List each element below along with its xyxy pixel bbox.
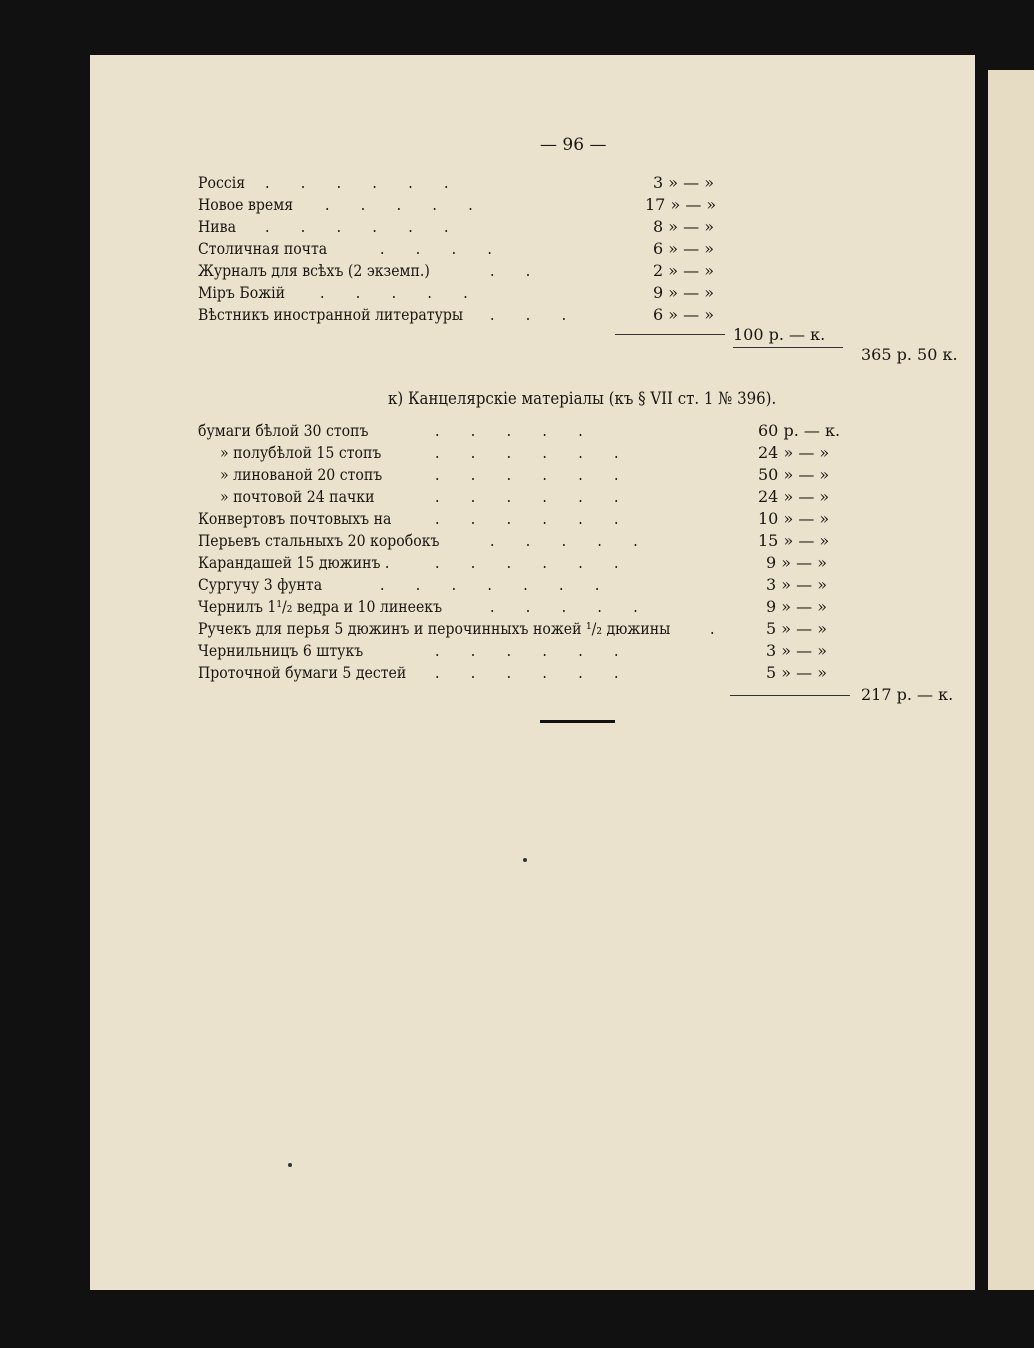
subtotal-underline (733, 347, 843, 348)
list-item-amount: 50 » — » (758, 465, 830, 484)
leader-dots: . . . . (380, 239, 492, 258)
list-item-title: Новое время (198, 195, 294, 214)
list-item-amount: 6 » — » (653, 239, 715, 258)
page-number: — 96 — (540, 135, 607, 155)
list-item-title: Нива (198, 217, 236, 236)
leader-dots: . . . . . (435, 421, 583, 440)
leader-dots: . . . . . . . (380, 575, 600, 594)
paper-speck (288, 1163, 292, 1167)
list-item-amount: 9 » — » (653, 283, 715, 302)
list-item-amount: 24 » — » (758, 443, 830, 462)
periodicals-subtotal: 100 р. — к. (733, 325, 826, 344)
supplies-total: 217 р. — к. (861, 685, 954, 704)
list-item-title: бумаги бѣлой 30 стопъ (198, 421, 369, 440)
leader-dots: . . . . . . (435, 641, 619, 660)
list-item-title: Чернилъ 1¹/₂ ведра и 10 линеекъ (198, 597, 443, 616)
list-item-amount: 10 » — » (758, 509, 830, 528)
leader-dots: . (710, 619, 715, 638)
list-item-title: Журналъ для всѣхъ (2 экземп.) (198, 261, 430, 280)
leader-dots: . . . . . . (435, 465, 619, 484)
list-item-title: Проточной бумаги 5 дестей (198, 663, 407, 682)
list-item-title: » полубѣлой 15 стопъ (220, 443, 382, 462)
adjacent-page-edge (988, 70, 1034, 1290)
document-page (90, 55, 975, 1290)
leader-dots: . . . . . . (435, 553, 619, 572)
list-item-title: Россія (198, 173, 246, 192)
list-item-amount: 3 » — » (653, 173, 715, 192)
leader-dots: . . . . . . (435, 509, 619, 528)
leader-dots: . . . . . (490, 597, 638, 616)
leader-dots: . . . . . . (435, 487, 619, 506)
list-item-amount: 2 » — » (653, 261, 715, 280)
list-item-amount: 9 » — » (766, 597, 828, 616)
list-item-title: » линованой 20 стопъ (220, 465, 383, 484)
subtotal-rule (615, 334, 725, 335)
list-item-title: » почтовой 24 пачки (220, 487, 375, 506)
list-item-amount: 60 р. — к. (758, 421, 841, 440)
list-item-title: Карандашей 15 дюжинъ . (198, 553, 390, 572)
list-item-amount: 24 » — » (758, 487, 830, 506)
leader-dots: . . . . . (325, 195, 473, 214)
list-item-amount: 6 » — » (653, 305, 715, 324)
list-item-title: Сургучу 3 фунта (198, 575, 323, 594)
list-item-amount: 17 » — » (645, 195, 717, 214)
list-item-amount: 9 » — » (766, 553, 828, 572)
list-item-title: Ручекъ для перья 5 дюжинъ и перочинныхъ ножей ¹/₂ дюжины (198, 619, 671, 638)
list-item-amount: 5 » — » (766, 619, 828, 638)
leader-dots: . . . . . (320, 283, 468, 302)
list-item-title: Чернильницъ 6 штукъ (198, 641, 364, 660)
leader-dots: . . . . . . (435, 663, 619, 682)
list-item-amount: 3 » — » (766, 575, 828, 594)
list-item-title: Перьевъ стальныхъ 20 коробокъ (198, 531, 440, 550)
total-rule (730, 695, 850, 696)
list-item-title: Конвертовъ почтовыхъ на (198, 509, 392, 528)
list-item-amount: 5 » — » (766, 663, 828, 682)
end-rule (540, 720, 615, 723)
list-item-title: Столичная почта (198, 239, 328, 258)
list-item-title: Вѣстникъ иностранной литературы (198, 305, 464, 324)
leader-dots: . . . . . . (265, 173, 449, 192)
list-item-amount: 3 » — » (766, 641, 828, 660)
list-item-amount: 15 » — » (758, 531, 830, 550)
section-heading: к) Канцелярскіе матеріалы (къ § VII ст. 1 № 396). (388, 389, 777, 409)
list-item-amount: 8 » — » (653, 217, 715, 236)
list-item-title: Міръ Божій (198, 283, 286, 302)
leader-dots: . . . . . . (435, 443, 619, 462)
running-total: 365 р. 50 к. (861, 345, 958, 364)
leader-dots: . . . . . (490, 531, 638, 550)
paper-speck (523, 858, 527, 862)
leader-dots: . . . (490, 305, 567, 324)
leader-dots: . . . . . . (265, 217, 449, 236)
leader-dots: . . (490, 261, 531, 280)
